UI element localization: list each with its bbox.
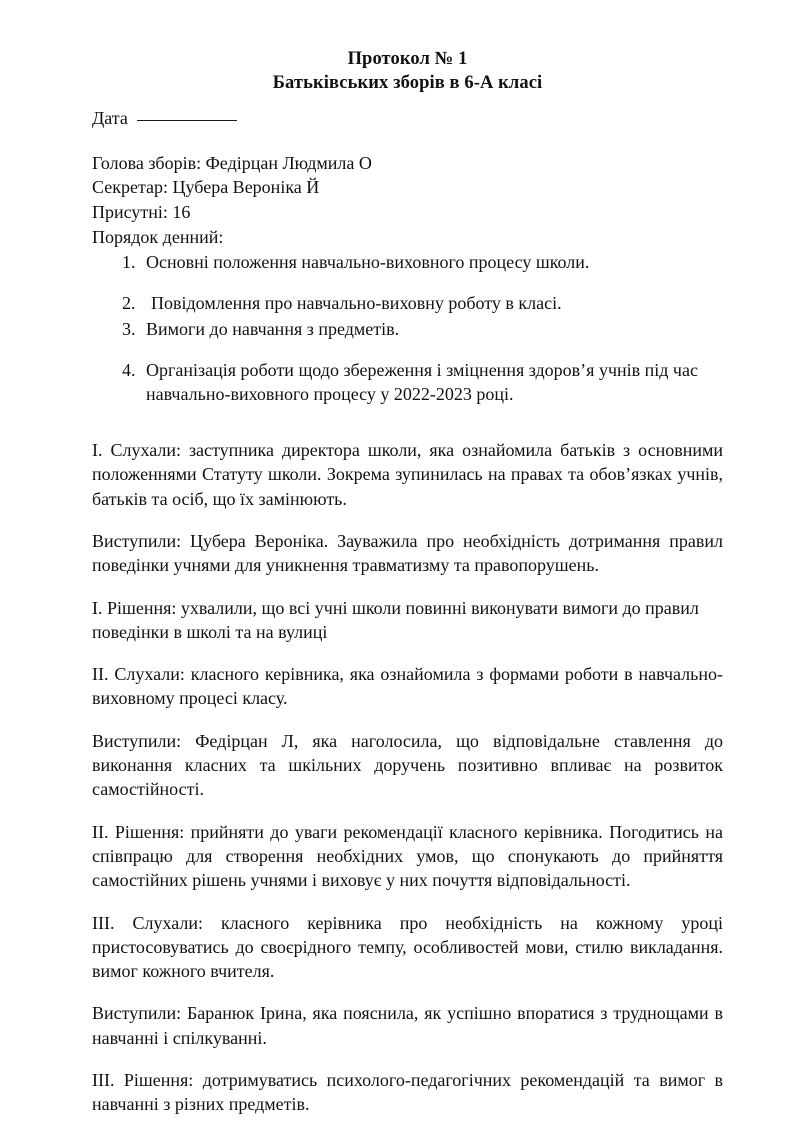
secretary-line: Секретар: Цубера Вероніка Й xyxy=(92,177,320,198)
paragraph-spoke-1: Виступили: Цубера Вероніка. Зауважила про необхідність дотримання правил поведінки учнями для уникнення травматизму та правопорушень. xyxy=(92,530,723,576)
list-item xyxy=(92,251,723,275)
attendees-line: Присутні: 16 xyxy=(92,202,191,223)
agenda-item-text: Вимоги до навчання з предметів. xyxy=(146,319,400,340)
paragraph-decision-1: I. Рішення: ухвалили, що всі учні школи повинні виконувати вимоги до правил поведінки в школі та на вулиці xyxy=(92,597,699,642)
chairperson-line: Голова зборів: Федірцан Людмила О xyxy=(92,152,372,173)
date-label: Дата xyxy=(92,108,128,129)
agenda-item-text: Повідомлення про навчально-виховну роботу в класі. xyxy=(151,293,562,314)
agenda-number: 4. xyxy=(122,360,136,381)
document-title xyxy=(92,0,723,95)
date-blank-rule xyxy=(137,120,237,121)
list-item xyxy=(92,318,723,342)
agenda-heading: Порядок денний: xyxy=(92,226,224,247)
meeting-info xyxy=(92,151,723,250)
paragraph-decision-3: III. Рішення: дотримуватись психолого-педагогічних рекомендацій та вимог в навчанні з різних предметів. xyxy=(92,1069,723,1115)
paragraph-spoke-3: Виступили: Баранюк Ірина, яка пояснила, як успішно впоратися з труднощами в навчанні і спілкуванні. xyxy=(92,1003,723,1048)
list-item xyxy=(92,359,723,407)
document-content xyxy=(92,0,723,1117)
paragraph-heard-1: I. Слухали: заступника директора школи, яка ознайомила батьків з основними положеннями Статуту школи. Зокрема зупинилась на правах та обов’язках учнів, батьків та осіб, що їх замінюють. xyxy=(92,440,723,509)
date-field xyxy=(92,107,723,130)
paragraph-decision-2: II. Рішення: прийняти до уваги рекомендації класного керівника. Погодитись на співпрацю для створення необхідних умов, що спонукають до прийняття самостійних рішень учнями і виховує у них почуття відповідальності. xyxy=(92,821,723,891)
minutes-body xyxy=(92,438,723,1117)
list-item xyxy=(92,292,723,316)
agenda-item-text: Основні положення навчально-виховного процесу школи. xyxy=(146,252,590,273)
agenda-item-text: Організація роботи щодо збереження і зміцнення здоров’я учнів під час навчально-виховного процесу у 2022-2023 році. xyxy=(146,360,698,405)
agenda-number: 2. xyxy=(122,293,136,314)
agenda-list xyxy=(92,251,723,407)
title-line-1: Протокол № 1 xyxy=(347,49,468,69)
paragraph-heard-3: III. Слухали: класного керівника про необхідність на кожному уроці пристосовуватись до своєрідного темпу, особливостей мови, стилю викладання. вимог кожного вчителя. xyxy=(92,912,723,982)
paragraph-heard-2: II. Слухали: класного керівника, яка ознайомила з формами роботи в навчально-виховному процесі класу. xyxy=(92,664,723,709)
title-line-2: Батьківських зборів в 6-А класі xyxy=(272,72,543,93)
paragraph-spoke-2: Виступили: Федірцан Л, яка наголосила, що відповідальне ставлення до виконання класних та шкільних доручень позитивно впливає на розвиток самостійності. xyxy=(92,730,723,800)
agenda-number: 3. xyxy=(122,319,136,340)
agenda-number: 1. xyxy=(122,252,136,273)
